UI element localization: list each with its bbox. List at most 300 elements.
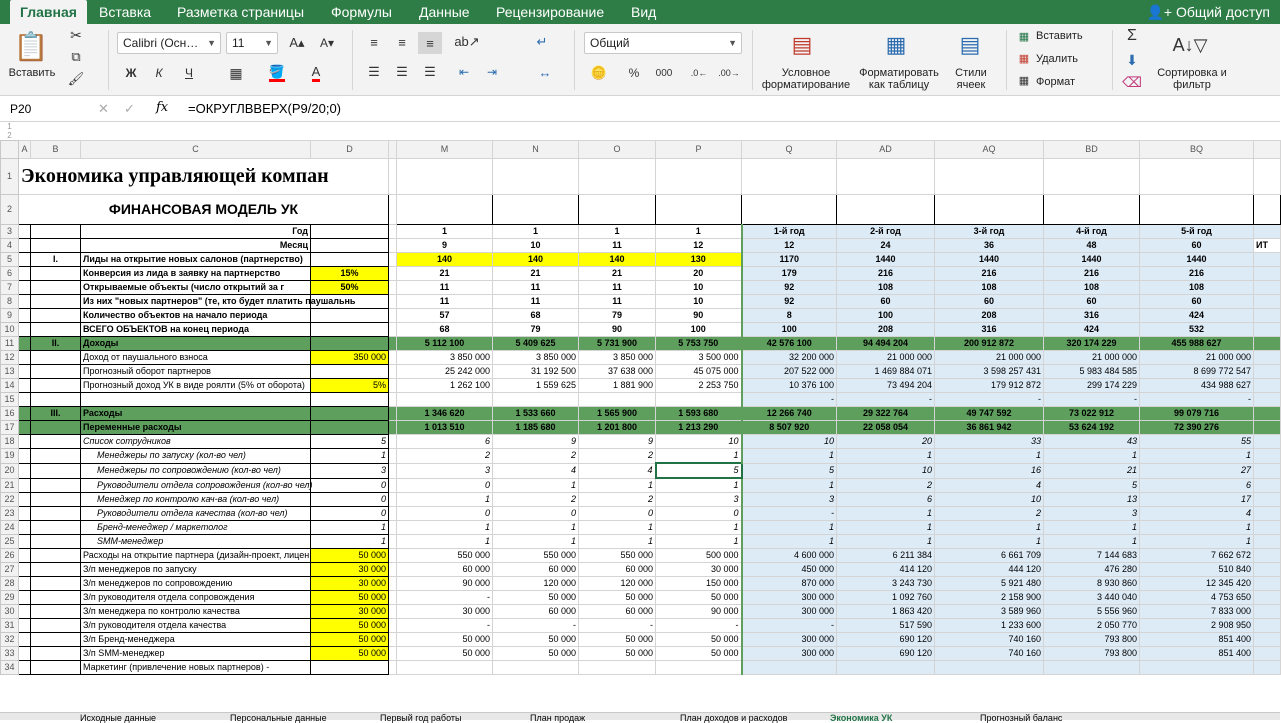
decrease-font-icon[interactable]: A▾ xyxy=(319,36,335,50)
data-cell[interactable]: 30 000 xyxy=(397,605,493,619)
data-cell[interactable]: 140 xyxy=(579,253,656,267)
row-label-cell[interactable]: Доход от паушального взноса xyxy=(81,351,311,365)
sheet-tab[interactable]: Прогнозный баланс xyxy=(980,713,1063,723)
cell[interactable] xyxy=(19,493,31,507)
data-cell[interactable]: 2 xyxy=(579,493,656,507)
cell[interactable] xyxy=(19,463,31,478)
data-cell[interactable]: 50 000 xyxy=(493,591,579,605)
column-header[interactable]: A xyxy=(19,141,31,159)
sheet-tab[interactable]: Первый год работы xyxy=(380,713,462,723)
row-header[interactable]: 12 xyxy=(1,351,19,365)
data-cell[interactable]: 150 000 xyxy=(656,577,742,591)
parameter-cell[interactable]: 3 xyxy=(311,463,389,478)
parameter-cell[interactable]: 30 000 xyxy=(311,605,389,619)
data-cell[interactable]: 60 xyxy=(1140,295,1254,309)
data-cell[interactable]: 68 xyxy=(397,323,493,337)
data-cell[interactable]: 0 xyxy=(397,478,493,493)
data-cell[interactable]: 90 000 xyxy=(656,605,742,619)
parameter-cell[interactable]: 0 xyxy=(311,507,389,521)
row-number-cell[interactable] xyxy=(31,577,81,591)
data-cell[interactable]: 216 xyxy=(935,267,1044,281)
data-cell[interactable]: 6 xyxy=(1140,478,1254,493)
sheet-title[interactable]: Экономика управляющей компан xyxy=(19,159,389,195)
row-number-cell[interactable] xyxy=(31,267,81,281)
row-header[interactable]: 21 xyxy=(1,478,19,493)
cell[interactable] xyxy=(397,195,493,225)
data-cell[interactable]: - xyxy=(1044,393,1140,407)
row-label-cell[interactable]: Руководители отдела сопровождения (кол-во чел) xyxy=(81,478,311,493)
data-cell[interactable]: 8 507 920 xyxy=(742,421,837,435)
data-cell[interactable]: 2 xyxy=(579,449,656,464)
data-cell[interactable]: 90 000 xyxy=(397,577,493,591)
cell[interactable] xyxy=(389,159,397,195)
cell[interactable] xyxy=(19,535,31,549)
format-as-table-label[interactable]: Форматировать как таблицу xyxy=(859,67,939,91)
cell[interactable] xyxy=(1254,591,1281,605)
data-cell[interactable]: 1 092 760 xyxy=(837,591,935,605)
data-cell[interactable]: 57 xyxy=(397,309,493,323)
cell[interactable] xyxy=(19,633,31,647)
cell[interactable] xyxy=(1254,393,1281,407)
data-cell[interactable]: 1170 xyxy=(742,253,837,267)
increase-indent-icon[interactable]: ⇥ xyxy=(486,65,498,79)
data-cell[interactable]: 60 000 xyxy=(579,605,656,619)
cell[interactable] xyxy=(1254,159,1281,195)
data-cell[interactable]: - xyxy=(656,619,742,633)
row-header[interactable]: 32 xyxy=(1,633,19,647)
merge-cells-icon[interactable]: ↔ xyxy=(538,64,552,80)
data-cell[interactable]: 5 112 100 xyxy=(397,337,493,351)
data-cell[interactable]: 12 266 740 xyxy=(742,407,837,421)
data-cell[interactable]: 8 699 772 547 xyxy=(1140,365,1254,379)
cell[interactable] xyxy=(1254,563,1281,577)
data-cell[interactable]: 100 xyxy=(837,309,935,323)
data-cell[interactable]: 60 000 xyxy=(579,563,656,577)
parameter-cell[interactable]: 30 000 xyxy=(311,563,389,577)
data-cell[interactable]: 1 469 884 071 xyxy=(837,365,935,379)
row-header[interactable]: 26 xyxy=(1,549,19,563)
data-cell[interactable]: 21 000 000 xyxy=(1140,351,1254,365)
data-cell[interactable]: 1 xyxy=(397,225,493,239)
data-cell[interactable]: 690 120 xyxy=(837,633,935,647)
data-cell[interactable]: 450 000 xyxy=(742,563,837,577)
data-cell[interactable]: 3 850 000 xyxy=(579,351,656,365)
data-cell[interactable]: 100 xyxy=(656,323,742,337)
data-cell[interactable]: 1440 xyxy=(1140,253,1254,267)
cell[interactable] xyxy=(19,435,31,449)
data-cell[interactable]: 1-й год xyxy=(742,225,837,239)
sort-filter-icon[interactable]: A↓▽ xyxy=(1172,34,1208,55)
data-cell[interactable] xyxy=(397,661,493,675)
borders-icon[interactable]: ▦ xyxy=(229,64,243,81)
row-header[interactable]: 33 xyxy=(1,647,19,661)
cell[interactable] xyxy=(19,281,31,295)
data-cell[interactable]: 1 233 600 xyxy=(935,619,1044,633)
data-cell[interactable]: 30 000 xyxy=(656,563,742,577)
cell[interactable] xyxy=(1254,351,1281,365)
row-header[interactable]: 34 xyxy=(1,661,19,675)
row-label-cell[interactable]: З/п руководителя отдела сопровождения xyxy=(81,591,311,605)
row-label-cell[interactable]: Количество объектов на начало периода xyxy=(81,309,311,323)
data-cell[interactable]: 2 xyxy=(397,449,493,464)
cell[interactable] xyxy=(19,549,31,563)
cell[interactable] xyxy=(579,195,656,225)
tab-home[interactable]: Главная xyxy=(10,0,87,24)
data-cell[interactable]: 2-й год xyxy=(837,225,935,239)
parameter-cell[interactable]: 1 xyxy=(311,449,389,464)
data-cell[interactable]: 1 xyxy=(656,521,742,535)
data-cell[interactable]: 316 xyxy=(1044,309,1140,323)
data-cell[interactable]: 517 590 xyxy=(837,619,935,633)
data-cell[interactable]: 29 322 764 xyxy=(837,407,935,421)
cell[interactable] xyxy=(1254,323,1281,337)
data-cell[interactable]: 50 000 xyxy=(493,647,579,661)
data-cell[interactable]: 42 576 100 xyxy=(742,337,837,351)
data-cell[interactable]: 53 624 192 xyxy=(1044,421,1140,435)
data-cell[interactable] xyxy=(1140,661,1254,675)
cell[interactable] xyxy=(1254,478,1281,493)
conditional-format-label[interactable]: Условное форматирование xyxy=(761,67,851,91)
cell[interactable] xyxy=(1254,493,1281,507)
row-label-cell[interactable]: Прогнозный оборот партнеров xyxy=(81,365,311,379)
row-number-cell[interactable] xyxy=(31,478,81,493)
parameter-cell[interactable]: 5 xyxy=(311,435,389,449)
parameter-cell[interactable]: 0 xyxy=(311,478,389,493)
data-cell[interactable]: 90 xyxy=(579,323,656,337)
data-cell[interactable] xyxy=(656,393,742,407)
cell[interactable] xyxy=(1044,159,1140,195)
data-cell[interactable]: 11 xyxy=(493,295,579,309)
parameter-cell[interactable]: 5% xyxy=(311,379,389,393)
data-cell[interactable]: 1 559 625 xyxy=(493,379,579,393)
data-cell[interactable]: 444 120 xyxy=(935,563,1044,577)
sheet-tab[interactable]: Исходные данные xyxy=(80,713,157,723)
data-cell[interactable]: 21 000 000 xyxy=(935,351,1044,365)
data-cell[interactable]: 1 013 510 xyxy=(397,421,493,435)
model-title[interactable]: ФИНАНСОВАЯ МОДЕЛЬ УК xyxy=(19,195,389,225)
data-cell[interactable]: 3 xyxy=(1044,507,1140,521)
row-label-cell[interactable]: Расходы xyxy=(81,407,311,421)
data-cell[interactable]: 8 930 860 xyxy=(1044,577,1140,591)
column-header[interactable]: AD xyxy=(837,141,935,159)
data-cell[interactable]: 43 xyxy=(1044,435,1140,449)
sheet-tab[interactable]: Персональные данные xyxy=(230,713,327,723)
data-cell[interactable]: 21 xyxy=(579,267,656,281)
data-cell[interactable]: 10 xyxy=(656,281,742,295)
data-cell[interactable]: 1 xyxy=(1044,521,1140,535)
data-cell[interactable]: 9 xyxy=(397,239,493,253)
data-cell[interactable]: 0 xyxy=(493,507,579,521)
data-cell[interactable]: 1 xyxy=(1044,535,1140,549)
data-cell[interactable]: 20 xyxy=(837,435,935,449)
share-button[interactable] xyxy=(1146,0,1270,24)
row-label-cell[interactable]: Руководители отдела качества (кол-во чел) xyxy=(81,507,311,521)
row-header[interactable]: 9 xyxy=(1,309,19,323)
data-cell[interactable]: 36 xyxy=(935,239,1044,253)
data-cell[interactable]: 1 xyxy=(742,521,837,535)
paste-icon[interactable]: 📋 xyxy=(13,30,49,62)
cell[interactable] xyxy=(19,661,31,675)
data-cell[interactable]: 79 xyxy=(579,309,656,323)
data-cell[interactable] xyxy=(837,661,935,675)
parameter-cell[interactable]: 50 000 xyxy=(311,549,389,563)
row-header[interactable]: 6 xyxy=(1,267,19,281)
data-cell[interactable]: 4 753 650 xyxy=(1140,591,1254,605)
autosum-icon[interactable]: Σ xyxy=(1127,27,1137,44)
data-cell[interactable]: 3 xyxy=(397,463,493,478)
data-cell[interactable]: 5 xyxy=(1044,478,1140,493)
data-cell[interactable]: 1 xyxy=(493,478,579,493)
data-cell[interactable]: 73 022 912 xyxy=(1044,407,1140,421)
paste-label[interactable]: Вставить xyxy=(8,67,56,79)
row-label-cell[interactable]: Месяц xyxy=(81,239,311,253)
underline-icon[interactable]: Ч xyxy=(185,66,193,80)
cell[interactable] xyxy=(1254,195,1281,225)
data-cell[interactable] xyxy=(656,661,742,675)
cell[interactable] xyxy=(742,195,837,225)
cell[interactable] xyxy=(1254,421,1281,435)
data-cell[interactable]: 55 xyxy=(1140,435,1254,449)
data-cell[interactable]: 1 xyxy=(493,225,579,239)
data-cell[interactable]: 1 xyxy=(1140,521,1254,535)
data-cell[interactable]: 1 xyxy=(656,225,742,239)
data-cell[interactable]: 6 661 709 xyxy=(935,549,1044,563)
row-number-cell[interactable] xyxy=(31,393,81,407)
data-cell[interactable]: 216 xyxy=(1140,267,1254,281)
data-cell[interactable]: 414 120 xyxy=(837,563,935,577)
data-cell[interactable]: 1 xyxy=(742,478,837,493)
column-header[interactable]: N xyxy=(493,141,579,159)
row-header[interactable]: 8 xyxy=(1,295,19,309)
data-cell[interactable]: 1 xyxy=(1044,449,1140,464)
data-cell[interactable]: 0 xyxy=(397,507,493,521)
row-label-cell[interactable] xyxy=(81,393,311,407)
data-cell[interactable]: 3 589 960 xyxy=(935,605,1044,619)
cell[interactable] xyxy=(1044,195,1140,225)
data-cell[interactable]: 4 xyxy=(493,463,579,478)
align-left-icon[interactable]: ☰ xyxy=(368,64,380,79)
row-header[interactable]: 19 xyxy=(1,449,19,464)
row-number-cell[interactable]: II. xyxy=(31,337,81,351)
data-cell[interactable]: 6 211 384 xyxy=(837,549,935,563)
column-header[interactable]: D xyxy=(311,141,389,159)
currency-icon[interactable]: 🪙 xyxy=(590,65,608,80)
row-number-cell[interactable] xyxy=(31,323,81,337)
conditional-format-icon[interactable]: ▤ xyxy=(791,32,813,57)
cell[interactable] xyxy=(1254,605,1281,619)
row-label-cell[interactable]: З/п менеджера по контролю качества xyxy=(81,605,311,619)
data-cell[interactable]: 3 500 000 xyxy=(656,351,742,365)
data-cell[interactable]: 3 xyxy=(742,493,837,507)
data-cell[interactable] xyxy=(493,393,579,407)
row-number-cell[interactable] xyxy=(31,449,81,464)
data-cell[interactable]: 11 xyxy=(397,295,493,309)
cell[interactable] xyxy=(19,478,31,493)
row-header[interactable]: 25 xyxy=(1,535,19,549)
row-number-cell[interactable] xyxy=(31,379,81,393)
data-cell[interactable]: 300 000 xyxy=(742,647,837,661)
row-header[interactable]: 4 xyxy=(1,239,19,253)
parameter-cell[interactable] xyxy=(311,253,389,267)
data-cell[interactable]: 48 xyxy=(1044,239,1140,253)
data-cell[interactable]: 10 xyxy=(493,239,579,253)
data-cell[interactable]: 208 xyxy=(837,323,935,337)
data-cell[interactable]: 2 908 950 xyxy=(1140,619,1254,633)
data-cell[interactable]: 1 xyxy=(493,535,579,549)
cell[interactable] xyxy=(1140,195,1254,225)
cell[interactable] xyxy=(1254,435,1281,449)
decrease-indent-icon[interactable]: ⇤ xyxy=(458,65,470,79)
row-header[interactable]: 3 xyxy=(1,225,19,239)
cell[interactable] xyxy=(19,521,31,535)
cell[interactable] xyxy=(1254,337,1281,351)
data-cell[interactable]: 90 xyxy=(656,309,742,323)
cell[interactable] xyxy=(19,323,31,337)
data-cell[interactable]: 510 840 xyxy=(1140,563,1254,577)
data-cell[interactable]: 1 565 900 xyxy=(579,407,656,421)
fill-icon[interactable]: ⬇ xyxy=(1126,51,1138,68)
cell[interactable] xyxy=(1254,507,1281,521)
sheet-tab[interactable]: План продаж xyxy=(530,713,586,723)
data-cell[interactable]: 1 xyxy=(397,493,493,507)
font-color-icon[interactable]: A xyxy=(302,62,330,84)
cell[interactable] xyxy=(935,159,1044,195)
row-label-cell[interactable]: Открываемые объекты (число открытий за г xyxy=(81,281,311,295)
data-cell[interactable]: 1 xyxy=(656,449,742,464)
cell[interactable] xyxy=(19,577,31,591)
cell[interactable] xyxy=(837,159,935,195)
data-cell[interactable]: 12 xyxy=(656,239,742,253)
cut-icon[interactable]: ✂ xyxy=(70,26,82,43)
cell-styles-label[interactable]: Стили ячеек xyxy=(955,67,987,91)
row-header[interactable]: 27 xyxy=(1,563,19,577)
row-header[interactable]: 15 xyxy=(1,393,19,407)
parameter-cell[interactable]: 350 000 xyxy=(311,351,389,365)
data-cell[interactable]: 1 881 900 xyxy=(579,379,656,393)
cell[interactable] xyxy=(19,239,31,253)
data-cell[interactable]: 25 242 000 xyxy=(397,365,493,379)
cell[interactable] xyxy=(935,195,1044,225)
data-cell[interactable]: 92 xyxy=(742,295,837,309)
row-header[interactable]: 10 xyxy=(1,323,19,337)
row-label-cell[interactable]: Конверсия из лида в заявку на партнерство xyxy=(81,267,311,281)
data-cell[interactable]: 50 000 xyxy=(656,647,742,661)
cell[interactable] xyxy=(19,365,31,379)
column-header[interactable]: P xyxy=(656,141,742,159)
data-cell[interactable]: 24 xyxy=(837,239,935,253)
align-top-icon[interactable]: ≡ xyxy=(370,34,378,50)
percent-icon[interactable]: % xyxy=(628,66,640,80)
cell[interactable] xyxy=(1254,549,1281,563)
row-header[interactable]: 24 xyxy=(1,521,19,535)
copy-icon[interactable]: ⧉ xyxy=(71,49,81,64)
increase-font-icon[interactable]: A▴ xyxy=(289,35,305,50)
data-cell[interactable]: 79 xyxy=(493,323,579,337)
data-cell[interactable]: 2 xyxy=(493,449,579,464)
row-header[interactable]: 11 xyxy=(1,337,19,351)
cell[interactable] xyxy=(656,159,742,195)
data-cell[interactable]: 21 xyxy=(493,267,579,281)
data-cell[interactable] xyxy=(1044,661,1140,675)
data-cell[interactable]: 120 000 xyxy=(579,577,656,591)
row-number-cell[interactable] xyxy=(31,365,81,379)
row-label-cell[interactable]: Лиды на открытие новых салонов (партнерство) xyxy=(81,253,311,267)
format-painter-icon[interactable]: 🖌 xyxy=(67,71,85,86)
data-cell[interactable]: 550 000 xyxy=(493,549,579,563)
data-cell[interactable]: 851 400 xyxy=(1140,633,1254,647)
data-cell[interactable]: 208 xyxy=(935,309,1044,323)
row-label-cell[interactable]: ВСЕГО ОБЪЕКТОВ на конец периода xyxy=(81,323,311,337)
row-number-cell[interactable] xyxy=(31,351,81,365)
row-header[interactable]: 1 xyxy=(1,159,19,195)
data-cell[interactable]: 3 243 730 xyxy=(837,577,935,591)
data-cell[interactable] xyxy=(742,661,837,675)
row-header[interactable]: 22 xyxy=(1,493,19,507)
row-label-cell[interactable]: Расходы на открытие партнера (дизайн-проект, лицен xyxy=(81,549,311,563)
clear-icon[interactable]: ⌫ xyxy=(1122,73,1142,90)
data-cell[interactable]: 299 174 229 xyxy=(1044,379,1140,393)
format-cells-label[interactable]: Формат xyxy=(1036,76,1076,88)
data-cell[interactable]: 108 xyxy=(837,281,935,295)
data-cell[interactable]: 216 xyxy=(1044,267,1140,281)
data-cell[interactable]: 1 xyxy=(493,521,579,535)
cell[interactable] xyxy=(19,379,31,393)
cell[interactable] xyxy=(1254,225,1281,239)
data-cell[interactable]: - xyxy=(493,619,579,633)
name-box[interactable]: P20 xyxy=(10,102,32,116)
data-cell[interactable]: - xyxy=(935,393,1044,407)
font-name-select[interactable] xyxy=(117,32,221,54)
align-bottom-icon[interactable]: ≡ xyxy=(418,32,442,54)
data-cell[interactable]: 10 xyxy=(742,435,837,449)
fill-color-icon[interactable]: 🪣 xyxy=(262,62,292,84)
data-cell[interactable]: 120 000 xyxy=(493,577,579,591)
sort-filter-label[interactable]: Сортировка и фильтр xyxy=(1157,67,1227,91)
data-cell[interactable]: 5 921 480 xyxy=(935,577,1044,591)
row-number-cell[interactable] xyxy=(31,521,81,535)
data-cell[interactable]: 1 213 290 xyxy=(656,421,742,435)
data-cell[interactable]: 12 xyxy=(742,239,837,253)
row-number-cell[interactable]: III. xyxy=(31,407,81,421)
data-cell[interactable]: 5 409 625 xyxy=(493,337,579,351)
data-cell[interactable]: 6 xyxy=(397,435,493,449)
row-number-cell[interactable] xyxy=(31,309,81,323)
data-cell[interactable]: 21 000 000 xyxy=(1044,351,1140,365)
delete-cells-label[interactable]: Удалить xyxy=(1036,53,1078,65)
row-header[interactable]: 5 xyxy=(1,253,19,267)
row-number-cell[interactable] xyxy=(31,225,81,239)
row-label-cell[interactable]: Менеджеры по сопровождению (кол-во чел) xyxy=(81,463,311,478)
data-cell[interactable]: 2 158 900 xyxy=(935,591,1044,605)
data-cell[interactable]: 12 345 420 xyxy=(1140,577,1254,591)
row-header[interactable]: 23 xyxy=(1,507,19,521)
row-number-cell[interactable] xyxy=(31,493,81,507)
insert-cells-label[interactable]: Вставить xyxy=(1036,30,1083,42)
column-header[interactable]: B xyxy=(31,141,81,159)
data-cell[interactable]: 4 600 000 xyxy=(742,549,837,563)
parameter-cell[interactable] xyxy=(311,239,389,253)
data-cell[interactable]: 1 xyxy=(935,521,1044,535)
row-label-cell[interactable]: З/п SMM-менеджер xyxy=(81,647,311,661)
column-header[interactable]: O xyxy=(579,141,656,159)
data-cell[interactable] xyxy=(579,393,656,407)
data-cell[interactable]: 9 xyxy=(579,435,656,449)
cell[interactable] xyxy=(1254,619,1281,633)
data-cell[interactable]: - xyxy=(397,619,493,633)
data-cell[interactable]: 60 xyxy=(1044,295,1140,309)
row-header[interactable]: 7 xyxy=(1,281,19,295)
row-number-cell[interactable] xyxy=(31,281,81,295)
